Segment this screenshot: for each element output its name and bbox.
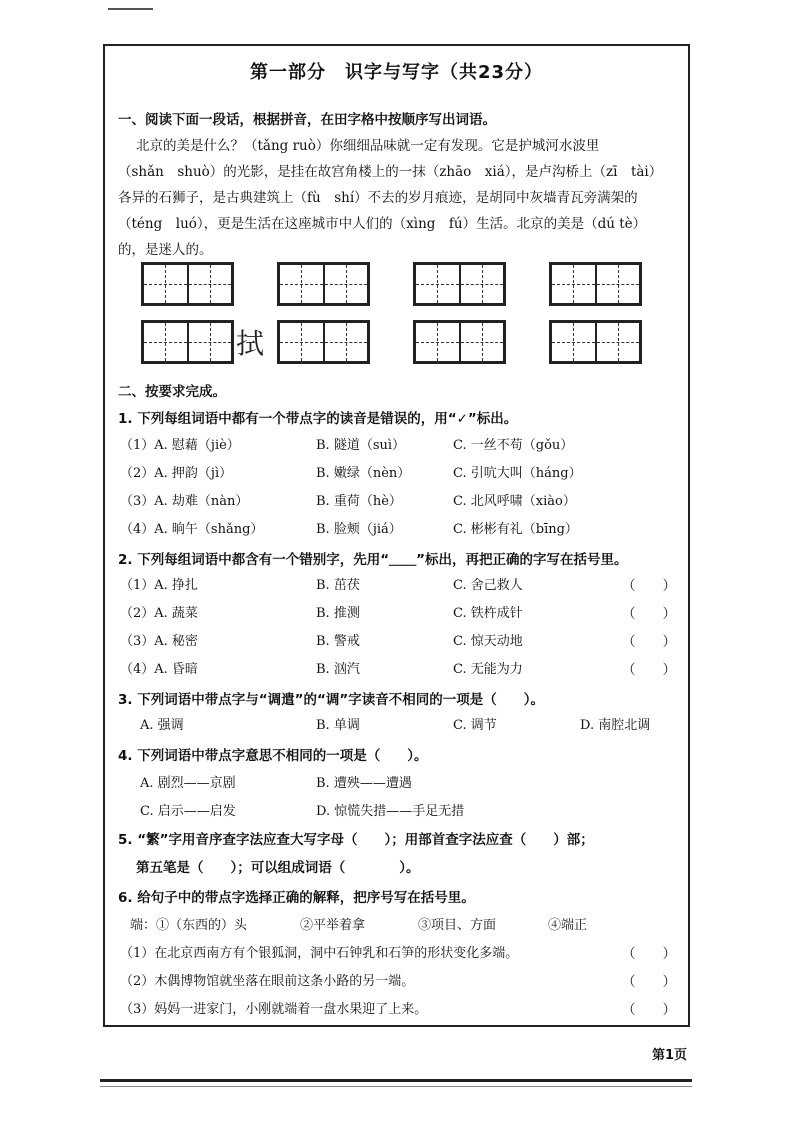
q1-row1-b[interactable]: B. 隧道（suì）: [316, 438, 406, 453]
answer-paren[interactable]: （ ）: [622, 946, 676, 962]
bottom-rule-thin: [100, 1086, 692, 1087]
passage-line-3: 各异的石狮子，是古典建筑上（fù shí）不去的岁月痕迹，是胡同中灰墙青瓦旁满架的: [118, 190, 638, 206]
q1-row3-b[interactable]: B. 重荷（hè）: [316, 494, 402, 509]
bottom-rule: [100, 1079, 692, 1082]
q1-row2-c[interactable]: C. 引吭大叫（háng）: [453, 466, 582, 481]
q6-meaning-1: 端：①（东西的）头: [130, 918, 248, 933]
q2-row3-b[interactable]: B. 警戒: [316, 634, 360, 649]
q5-line1: 5. “繁”字用音序查字法应查大写字母（ ）；用部首查字法应查（ ）部；: [118, 832, 594, 848]
q3-stem: 3. 下列词语中带点字与“调遣”的“调”字读音不相同的一项是（ ）。: [118, 692, 544, 708]
q1-row3-a[interactable]: （3）A. 劫难（nàn）: [120, 494, 249, 509]
q1-row4-b[interactable]: B. 脸颊（jiá）: [316, 522, 402, 537]
tianzige-box[interactable]: [413, 320, 506, 364]
q1-row2-b[interactable]: B. 嫩绿（nèn）: [316, 466, 411, 481]
passage-line-5: 的，是迷人的。: [118, 242, 213, 258]
q3-option-c[interactable]: C. 调节: [453, 718, 497, 733]
passage-line-1: 北京的美是什么？（tǎng ruò）你细细品味就一定有发现。它是护城河水波里: [136, 138, 600, 154]
q1-row2-a[interactable]: （2）A. 押韵（jì）: [120, 466, 233, 481]
page-number: 第1页: [652, 1048, 688, 1063]
q1-stem: 1. 下列每组词语中都有一个带点字的读音是错误的，用“✓”标出。: [118, 411, 518, 427]
q2-row4-a[interactable]: （4）A. 昏暗: [120, 662, 198, 677]
q1-row3-c[interactable]: C. 北风呼啸（xiào）: [453, 494, 576, 509]
q2-row1-c[interactable]: C. 舍己救人: [453, 578, 523, 593]
section1-heading: 一、阅读下面一段话，根据拼音，在田字格中按顺序写出词语。: [118, 112, 496, 128]
q3-option-a[interactable]: A. 强调: [140, 718, 184, 733]
q1-row4-a[interactable]: （4）A. 晌午（shǎng）: [120, 522, 264, 537]
section2-heading: 二、按要求完成。: [118, 384, 226, 400]
q4-option-d[interactable]: D. 惊慌失措——手足无措: [316, 804, 465, 819]
q2-row4-c[interactable]: C. 无能为力: [453, 662, 523, 677]
q6-meaning-4: ④端正: [548, 918, 588, 933]
tianzige-box[interactable]: [549, 262, 642, 306]
q1-row4-c[interactable]: C. 彬彬有礼（bīng）: [453, 522, 578, 537]
answer-paren[interactable]: （ ）: [622, 578, 676, 594]
q2-row2-c[interactable]: C. 铁杵成针: [453, 606, 523, 621]
q6-sentence-1: （1）在北京西南方有个银狐洞，洞中石钟乳和石笋的形状变化多端。: [120, 946, 519, 961]
q2-row3-c[interactable]: C. 惊天动地: [453, 634, 523, 649]
q6-sentence-2: （2）木偶博物馆就坐落在眼前这条小路的另一端。: [120, 974, 415, 989]
q1-row1-a[interactable]: （1）A. 慰藉（jiè）: [120, 438, 240, 453]
tianzige-box[interactable]: [141, 262, 234, 306]
passage-line-2: （shǎn shuò）的光影，是挂在故宫角楼上的一抹（zhāo xiá），是卢沟桥上（zī tài）: [118, 164, 663, 180]
q6-sentence-3: （3）妈妈一进家门，小刚就端着一盘水果迎了上来。: [120, 1002, 428, 1017]
q1-row1-c[interactable]: C. 一丝不苟（gǒu）: [453, 438, 574, 453]
q4-option-b[interactable]: B. 遭殃——遭遇: [316, 776, 412, 791]
handwritten-char: 拭: [236, 327, 265, 360]
q4-option-a[interactable]: A. 剧烈——京剧: [140, 776, 236, 791]
q6-meaning-3: ③项目、方面: [418, 918, 497, 933]
q2-row2-b[interactable]: B. 推测: [316, 606, 360, 621]
q6-meaning-2: ②平举着拿: [300, 918, 366, 933]
q2-row3-a[interactable]: （3）A. 秘密: [120, 634, 198, 649]
tianzige-box[interactable]: [141, 320, 234, 364]
q2-row4-b[interactable]: B. 汹汽: [316, 662, 360, 677]
q2-row1-b[interactable]: B. 茁茯: [316, 578, 360, 593]
answer-paren[interactable]: （ ）: [622, 634, 676, 650]
answer-paren[interactable]: （ ）: [622, 606, 676, 622]
tianzige-box[interactable]: [277, 262, 370, 306]
tianzige-box[interactable]: [413, 262, 506, 306]
passage-line-4: （téng luó），更是生活在这座城市中人们的（xìng fú）生活。北京的美是（dú tè）: [118, 216, 647, 232]
tianzige-box[interactable]: [549, 320, 642, 364]
answer-paren[interactable]: （ ）: [622, 662, 676, 678]
q3-option-b[interactable]: B. 单调: [316, 718, 360, 733]
page-title: 第一部分 识字与写字（共23分）: [249, 62, 544, 83]
q2-row2-a[interactable]: （2）A. 蔬菜: [120, 606, 198, 621]
q3-option-d[interactable]: D. 南腔北调: [580, 718, 651, 733]
q2-stem: 2. 下列每组词语中都含有一个错别字，先用“＿＿”标出，再把正确的字写在括号里。: [118, 552, 628, 568]
q4-stem: 4. 下列词语中带点字意思不相同的一项是（ ）。: [118, 748, 428, 764]
q4-option-c[interactable]: C. 启示——启发: [140, 804, 236, 819]
answer-paren[interactable]: （ ）: [622, 1002, 676, 1018]
answer-paren[interactable]: （ ）: [622, 974, 676, 990]
q2-row1-a[interactable]: （1）A. 挣扎: [120, 578, 198, 593]
q5-line2: 第五笔是（ ）；可以组成词语（ ）。: [136, 860, 420, 876]
tianzige-box[interactable]: [277, 320, 370, 364]
top-edge-mark: [108, 8, 153, 10]
q6-stem: 6. 给句子中的带点字选择正确的解释，把序号写在括号里。: [118, 890, 475, 906]
